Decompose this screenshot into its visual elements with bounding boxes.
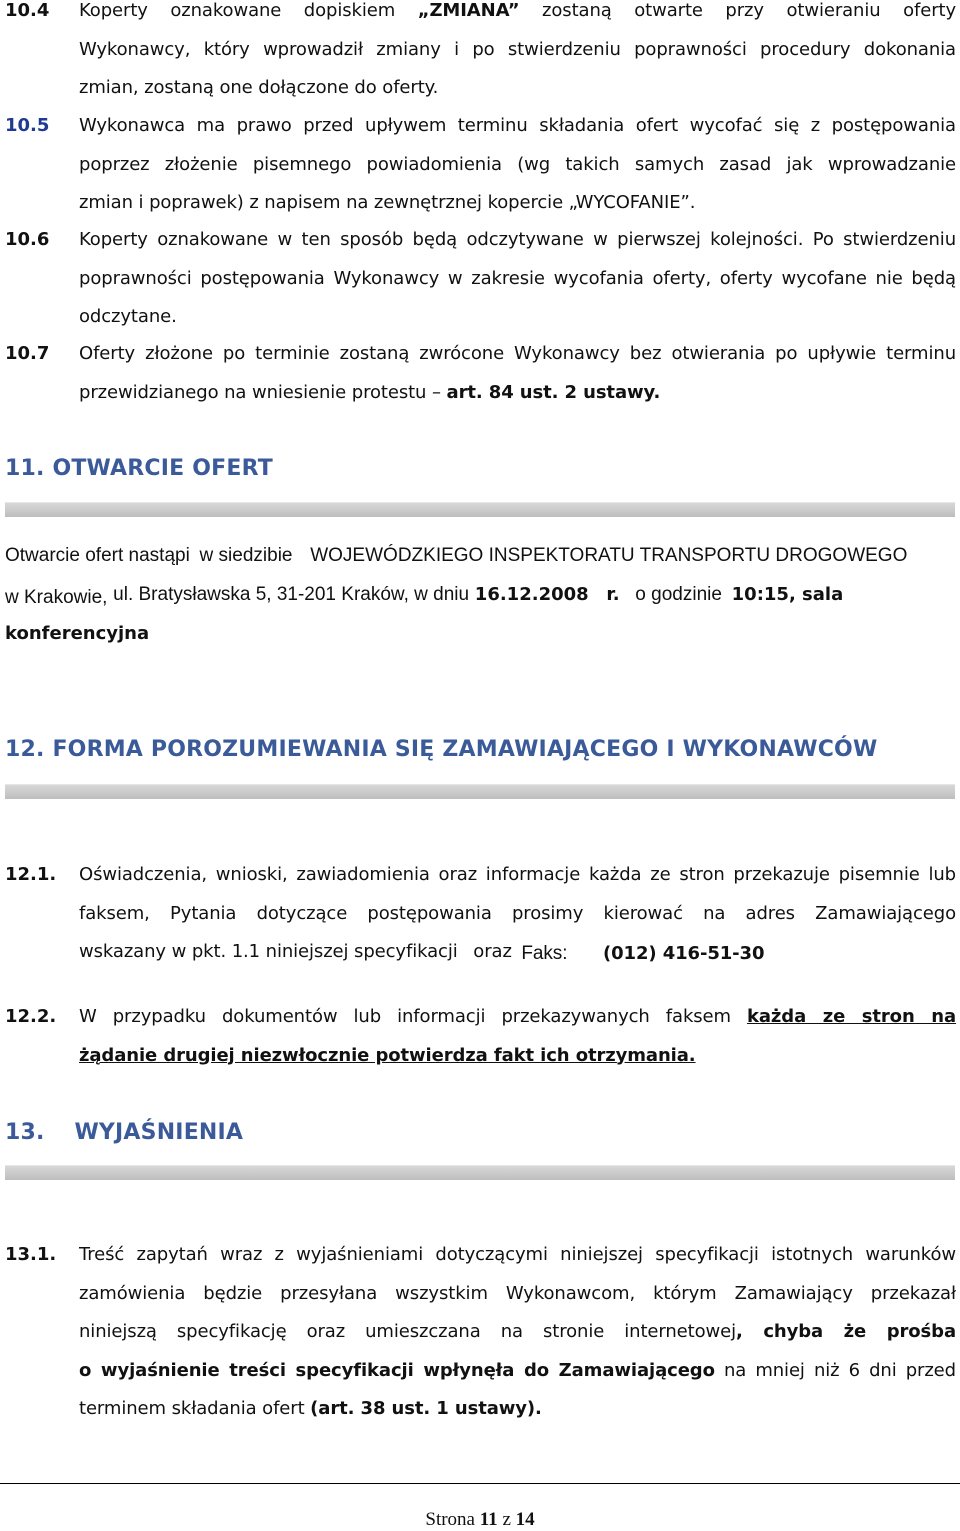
footer-divider [0, 1483, 960, 1484]
paragraph-number: 10.5 [5, 115, 50, 136]
paragraph-number: 12.1. [5, 864, 57, 885]
paragraph-number: 12.2. [5, 1006, 57, 1027]
paragraph-number: 10.6 [5, 229, 50, 250]
paragraph-text: Oferty złożone po terminie zostaną zwrócone Wykonawcy bez otwierania po upływie terminu przewidzianego na wniesienie protestu – art. 84 ust. 2 ustawy. [79, 343, 956, 403]
document-page: 10.4 Koperty oznakowane dopiskiem „ZMIANA” zostaną otwarte przy otwieraniu oferty Wykonawcy, który wprowadził zmiany i po stwierdzeniu poprawności procedury dokonania zmian, zostaną one dołączone do oferty. 10.5 Wykonawca ma prawo przed upływem terminu składania ofert wycofać się z postępowania poprzez złożenie pisemnego powiadomienia (wg takich samych zasad jak wprowadzanie zmian i poprawek) z napisem na zewnętrznej kopercie „WYCOFANIE”. 10.6 Koperty oznakowane w ten sposób będą odczytywane w pierwszej kolejności. Po stwierdzeniu poprawności postępowania Wykonawcy w zakresie wycofania oferty, oferty wycofane nie będą odczytane. 10.7 Oferty złożone po terminie zostaną zwrócone Wykonawcy bez otwierania po upływie terminu przewidzianego na wniesienie protestu – art. 84 ust. 2 ustawy. 11. OTWARCIE OFERT Otwarcie ofert nastąpi w siedzibie WOJEWÓDZKIEGO INSPEKTORATU TRANSPORTU DROGOWEGO w Krakowie, ul. Bratysławska 5, 31-201 Kraków, w dniu 16.12.2008 r. o godzinie 10:15, sala konferencyjna 12. FORMA POROZUMIEWANIA SIĘ ZAMAWIAJĄCEGO I WYKONAWCÓW 12.1. Oświadczenia, wnioski, zawiadomienia oraz informacje każda ze stron przekazuje pisemnie lub faksem, Pytania dotyczące postępowania prosimy kierować na adres Zamawiającego wskazany w pkt. 1.1 niniejszej specyfikacji oraz Faks: (012) 416-51-30 12.2. W przypadku dokumentów lub informacji przekazywanych faksem każda ze stron na żądanie drugiej niezwłocznie potwierdza fakt ich otrzymania. 13. WYJAŚNIENIA 13.1. Treść zapytań wraz z wyjaśnieniami dotyczącymi niniejszej specyfikacji istotnych warunków zamówienia będzie przesyłana wszystkim Wykonawcom, którym Zamawiający przekazał niniejszą specyfikację oraz umieszczana na stronie internetowej, chyba że prośba o wyjaśnienie treści specyfikacji wpłynęła do Zamawiającego na mniej niż 6 dni przed terminem składania ofert (art. 38 ust. 1 ustawy). Strona 11 z 14 [0, 0, 960, 1531]
section-heading-11: 11. OTWARCIE OFERT [5, 456, 273, 481]
paragraph-number: 10.4 [5, 0, 50, 21]
page-footer: Strona 11 z 14 [425, 1509, 535, 1530]
paragraph-text: W przypadku dokumentów lub informacji przekazywanych faksem każda ze stron na żądanie drugiej niezwłocznie potwierdza fakt ich otrzymania. [79, 1006, 957, 1066]
section-heading-12: 12. FORMA POROZUMIEWANIA SIĘ ZAMAWIAJĄCEGO I WYKONAWCÓW [5, 737, 878, 762]
section-divider [5, 502, 955, 517]
paragraph-text: Wykonawca ma prawo przed upływem terminu składania ofert wycofać się z postępowania poprzez złożenie pisemnego powiadomienia (wg takich samych zasad jak wprowadzanie zmian i poprawek) z napisem na zewnętrznej kopercie „WYCOFANIE”. [79, 115, 956, 213]
page-total: 14 [515, 1509, 535, 1530]
section-divider [5, 784, 955, 799]
paragraph-text: Oświadczenia, wnioski, zawiadomienia oraz informacje każda ze stron przekazuje pisemnie lub faksem, Pytania dotyczące postępowania prosimy kierować na adres Zamawiającego wskazany w pkt. 1.1 niniejszej specyfikacji oraz Faks: (012) 416-51-30 [79, 864, 956, 964]
paragraph-text: Koperty oznakowane dopiskiem „ZMIANA” zostaną otwarte przy otwieraniu oferty Wykonawcy, który wprowadził zmiany i po stwierdzeniu poprawności procedury dokonania zmian, zostaną one dołączone do oferty. [79, 0, 957, 98]
section-heading-13: 13. WYJAŚNIENIA [5, 1120, 244, 1145]
paragraph-text: Treść zapytań wraz z wyjaśnieniami dotyczącymi niniejszej specyfikacji istotnych warunków zamówienia będzie przesyłana wszystkim Wykonawcom, którym Zamawiający przekazał niniejszą specyfikację oraz umieszczana na stronie internetowej, chyba że prośba o wyjaśnienie treści specyfikacji wpłynęła do Zamawiającego na mniej niż 6 dni przed terminem składania ofert (art. 38 ust. 1 ustawy). [79, 1244, 956, 1419]
page-number: 11 [479, 1509, 498, 1530]
section-divider [5, 1165, 955, 1180]
paragraph-number: 10.7 [5, 343, 50, 364]
paragraph-number: 13.1. [5, 1244, 57, 1265]
paragraph-text: Koperty oznakowane w ten sposób będą odczytywane w pierwszej kolejności. Po stwierdzeniu poprawności postępowania Wykonawcy w zakresie wycofania oferty, oferty wycofane nie będą odczytane. [79, 229, 956, 327]
